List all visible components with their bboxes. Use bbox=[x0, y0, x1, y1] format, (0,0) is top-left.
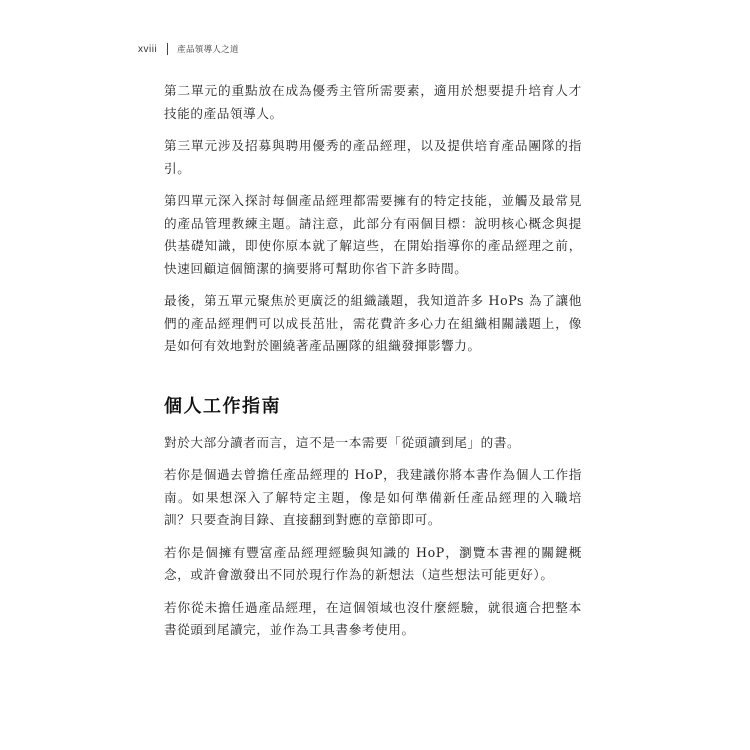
header-divider bbox=[167, 43, 168, 55]
paragraph-experienced-hop: 若你是個擁有豐富產品經理經驗與知識的 HoP，瀏覽本書裡的關鍵概念，或許會激發出不同於現行作為的新想法（這些想法可能更好）。 bbox=[164, 544, 582, 582]
page-body bbox=[164, 80, 582, 652]
paragraph-unit-three: 第三單元涉及招募與聘用優秀的產品經理，以及提供培育產品團隊的指引。 bbox=[164, 138, 582, 176]
paragraph-reading-note: 對於大部分讀者而言，這不是一本需要「從頭讀到尾」的書。 bbox=[164, 434, 521, 450]
section-heading: 個人工作指南 bbox=[164, 395, 281, 417]
running-header bbox=[138, 42, 239, 56]
paragraph-unit-two: 第二單元的重點放在成為優秀主管所需要素，適用於想要提升培育人才技能的產品領導人。 bbox=[164, 83, 582, 121]
paragraph-former-pm: 若你是個過去曾擔任產品經理的 HoP，我建議你將本書作為個人工作指南。如果想深入了解特定主題，像是如何準備新任產品經理的入職培訓？只要查詢目錄、直接翻到對應的章節即可。 bbox=[164, 467, 582, 527]
paragraph-unit-five: 最後，第五單元聚焦於更廣泛的組織議題，我知道許多 HoPs 為了讓他們的產品經理們可以成長茁壯，需花費許多心力在組織相關議題上，像是如何有效地對於圍繞著產品團隊的組織發揮影響力。 bbox=[164, 293, 582, 353]
running-book-title: 產品領導人之道 bbox=[177, 45, 239, 55]
paragraph-new-to-pm: 若你從未擔任過產品經理，在這個領域也沒什麼經驗，就很適合把整本書從頭到尾讀完，並作為工具書參考使用。 bbox=[164, 599, 582, 637]
page-number: xviii bbox=[138, 43, 158, 55]
paragraph-unit-four: 第四單元深入探討每個產品經理都需要擁有的特定技能，並觸及最常見的產品管理教練主題。請注意，此部分有兩個目標：說明核心概念與提供基礎知識，即使你原本就了解這些，在開始指導你的產品經理之前，快速回顧這個簡潔的摘要將可幫助你省下許多時間。 bbox=[164, 193, 582, 276]
